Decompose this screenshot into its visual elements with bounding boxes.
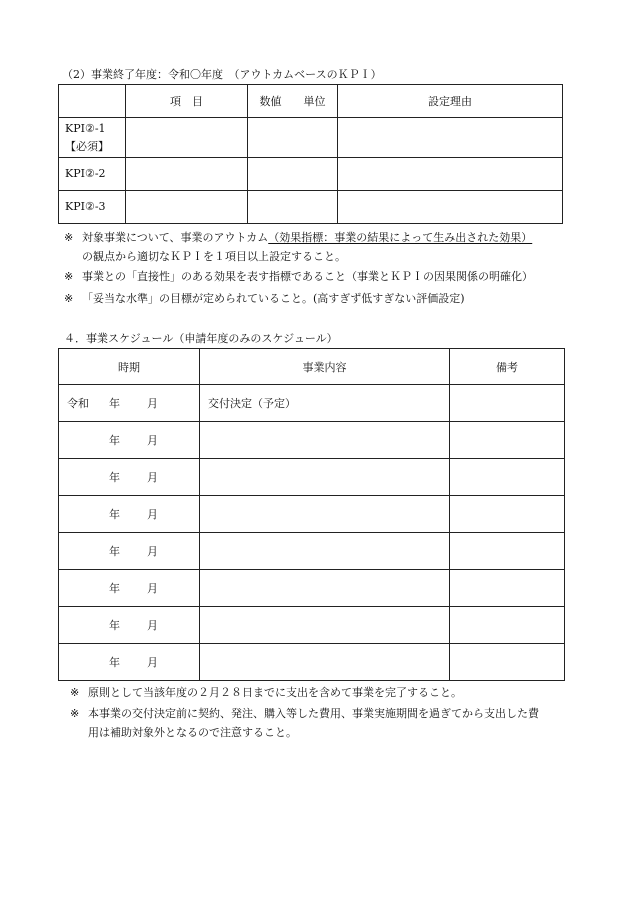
schedule-content-cell[interactable] bbox=[200, 533, 450, 570]
kpi-value-cell[interactable] bbox=[248, 158, 338, 191]
schedule-content-cell[interactable]: 交付決定（予定） bbox=[200, 385, 450, 422]
month-label: 月 bbox=[147, 397, 158, 410]
schedule-header-content: 事業内容 bbox=[200, 349, 450, 385]
schedule-note bbox=[70, 684, 462, 700]
schedule-remarks-cell[interactable] bbox=[450, 644, 565, 681]
kpi-note bbox=[64, 268, 533, 284]
note-text: 本事業の交付決定前に契約、発注、購入等した費用、事業実施期間を過ぎてから支出した費 bbox=[88, 707, 539, 720]
schedule-period-cell[interactable] bbox=[59, 644, 200, 681]
kpi-header-blank bbox=[59, 85, 126, 118]
schedule-period-cell[interactable] bbox=[59, 533, 200, 570]
schedule-note bbox=[70, 705, 539, 721]
schedule-period-cell[interactable] bbox=[59, 459, 200, 496]
month-label: 月 bbox=[147, 471, 158, 484]
kpi-note bbox=[64, 229, 532, 245]
schedule-remarks-cell[interactable] bbox=[450, 422, 565, 459]
kpi-row-label: KPI②-3 bbox=[59, 191, 126, 224]
schedule-remarks-cell[interactable] bbox=[450, 570, 565, 607]
schedule-content-cell[interactable] bbox=[200, 459, 450, 496]
note-text: 「妥当な水準」の目標が定められていること。(高すぎず低すぎない評価設定) bbox=[82, 292, 465, 305]
month-label: 月 bbox=[147, 434, 158, 447]
note-text: 対象事業について、事業のアウトカム bbox=[82, 231, 269, 244]
note-mark: ※ bbox=[64, 231, 74, 244]
month-label: 月 bbox=[147, 656, 158, 669]
schedule-period-cell[interactable] bbox=[59, 607, 200, 644]
kpi-value-cell[interactable] bbox=[248, 191, 338, 224]
schedule-header-period: 時期 bbox=[59, 349, 200, 385]
kpi-reason-cell[interactable] bbox=[338, 118, 563, 158]
kpi-table bbox=[58, 84, 563, 224]
kpi-header-row bbox=[59, 85, 563, 118]
year-label: 年 bbox=[109, 619, 120, 632]
schedule-row bbox=[59, 496, 565, 533]
note-mark: ※ bbox=[70, 707, 80, 720]
year-label: 年 bbox=[109, 508, 120, 521]
schedule-table bbox=[58, 348, 565, 681]
kpi-item-cell[interactable] bbox=[126, 191, 248, 224]
schedule-header-row bbox=[59, 349, 565, 385]
month-label: 月 bbox=[147, 545, 158, 558]
schedule-remarks-cell[interactable] bbox=[450, 496, 565, 533]
year-label: 年 bbox=[109, 582, 120, 595]
year-label: 年 bbox=[109, 471, 120, 484]
note-mark: ※ bbox=[64, 292, 74, 305]
schedule-row bbox=[59, 607, 565, 644]
section-4-heading: ４．事業スケジュール（申請年度のみのスケジュール） bbox=[64, 332, 338, 345]
year-label: 年 bbox=[109, 397, 120, 410]
kpi-row bbox=[59, 118, 563, 158]
schedule-content-cell[interactable] bbox=[200, 607, 450, 644]
schedule-period-cell[interactable] bbox=[59, 422, 200, 459]
schedule-row bbox=[59, 422, 565, 459]
note-mark: ※ bbox=[70, 686, 80, 699]
schedule-content-cell[interactable] bbox=[200, 422, 450, 459]
schedule-period-cell[interactable] bbox=[59, 385, 200, 422]
kpi-item-cell[interactable] bbox=[126, 118, 248, 158]
kpi-label-text: KPI②-1 bbox=[65, 121, 106, 135]
schedule-row bbox=[59, 459, 565, 496]
schedule-remarks-cell[interactable] bbox=[450, 533, 565, 570]
kpi-header-reason: 設定理由 bbox=[338, 85, 563, 118]
schedule-content-cell[interactable] bbox=[200, 644, 450, 681]
kpi-row-label: KPI②-2 bbox=[59, 158, 126, 191]
era-label: 令和 bbox=[67, 397, 89, 410]
kpi-note bbox=[64, 290, 465, 306]
month-label: 月 bbox=[147, 582, 158, 595]
schedule-period-cell[interactable] bbox=[59, 496, 200, 533]
kpi-row bbox=[59, 158, 563, 191]
kpi-note-line2: の観点から適切なＫＰＩを１項目以上設定すること。 bbox=[82, 250, 346, 263]
schedule-remarks-cell[interactable] bbox=[450, 607, 565, 644]
schedule-row bbox=[59, 385, 565, 422]
note-text: 事業との「直接性」のある効果を表す指標であること（事業とＫＰＩの因果関係の明確化） bbox=[82, 270, 533, 283]
month-label: 月 bbox=[147, 508, 158, 521]
kpi-reason-cell[interactable] bbox=[338, 191, 563, 224]
schedule-remarks-cell[interactable] bbox=[450, 385, 565, 422]
note-underlined-text: （効果指標：事業の結果によって生み出された効果） bbox=[268, 231, 533, 244]
kpi-required-tag: 【必須】 bbox=[65, 139, 109, 153]
kpi-row bbox=[59, 191, 563, 224]
schedule-row bbox=[59, 570, 565, 607]
year-label: 年 bbox=[109, 545, 120, 558]
schedule-period-cell[interactable] bbox=[59, 570, 200, 607]
schedule-note-line2: 用は補助対象外となるので注意すること。 bbox=[88, 726, 297, 739]
schedule-content-cell[interactable] bbox=[200, 496, 450, 533]
schedule-remarks-cell[interactable] bbox=[450, 459, 565, 496]
note-text: 原則として当該年度の２月２８日までに支出を含めて事業を完了すること。 bbox=[88, 686, 462, 699]
kpi-item-cell[interactable] bbox=[126, 158, 248, 191]
kpi-value-cell[interactable] bbox=[248, 118, 338, 158]
section-2-heading: （2）事業終了年度：令和〇年度 （アウトカムベースのＫＰＩ） bbox=[62, 68, 382, 81]
year-label: 年 bbox=[109, 434, 120, 447]
year-label: 年 bbox=[109, 656, 120, 669]
kpi-header-value-unit: 数値 単位 bbox=[248, 85, 338, 118]
schedule-content-cell[interactable] bbox=[200, 570, 450, 607]
note-mark: ※ bbox=[64, 270, 74, 283]
schedule-row bbox=[59, 644, 565, 681]
kpi-reason-cell[interactable] bbox=[338, 158, 563, 191]
kpi-row-label bbox=[59, 118, 126, 158]
schedule-row bbox=[59, 533, 565, 570]
schedule-header-remarks: 備考 bbox=[450, 349, 565, 385]
kpi-header-item: 項 目 bbox=[126, 85, 248, 118]
month-label: 月 bbox=[147, 619, 158, 632]
